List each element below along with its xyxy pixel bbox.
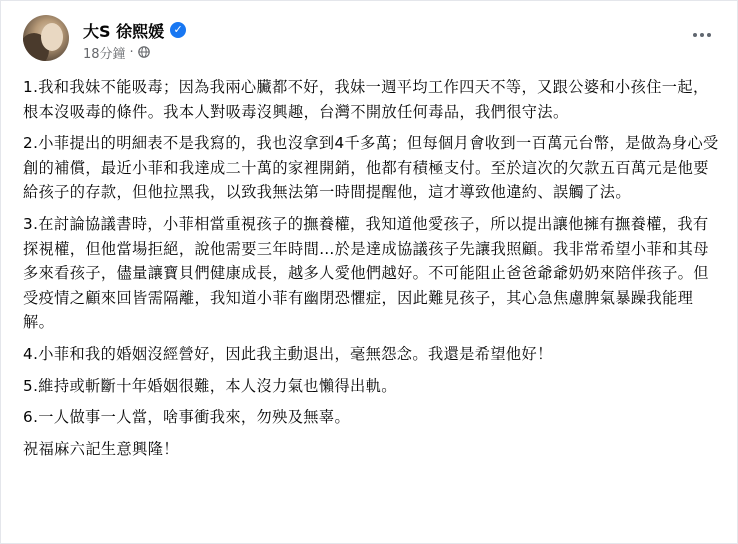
globe-icon: [138, 46, 150, 58]
post-paragraph: 5.維持或斬斷十年婚姻很難，本人沒力氣也懶得出軌。: [23, 376, 397, 395]
post-meta: [83, 43, 150, 61]
post-paragraph: 3.在討論協議書時，小菲相當重視孩子的撫養權，我知道他愛孩子，所以提出讓他擁有撫養權，我有探視權，但他當場拒絕，說他需要三年時間…於是達成協議孩子先讓我照顧。我非常希望小菲和其母多來看孩子，儘量讓寶貝們健康成長，越多人愛他們越好。不可能阻止爸爸爺爺奶奶來陪伴孩子。但受疫情之顧來回皆需隔離，我知道小菲有幽閉恐懼症，因此難見孩子，其心急焦慮脾氣暴躁我能理解。: [23, 214, 709, 332]
post-timestamp[interactable]: 18分鐘: [83, 46, 126, 62]
author-name[interactable]: 大S 徐熙媛: [83, 21, 165, 41]
post-paragraph: 2.小菲提出的明細表不是我寫的，我也沒拿到4千多萬；但每個月會收到一百萬元台幣，是做為身心受創的補償，最近小菲和我達成二十萬的家裡開銷，他都有積極支付。至於這次的欠款五百萬元是他要給孩子的存款，但他拉黑我，以致我無法第一時間提醒他，這才導致他違約、誤觸了法。: [23, 134, 719, 202]
more-options-icon[interactable]: [687, 23, 717, 47]
author-row: [83, 19, 186, 41]
verified-badge-icon: ✓: [170, 22, 186, 38]
post-body: [23, 75, 723, 468]
post-paragraph: 6.一人做事一人當，啥事衝我來，勿殃及無辜。: [23, 408, 351, 427]
author-avatar[interactable]: [23, 15, 69, 61]
meta-separator: ·: [129, 44, 134, 60]
post-header: [23, 13, 725, 63]
post-paragraph: 祝福麻六記生意興隆！: [23, 439, 179, 458]
post-paragraph: 4.小菲和我的婚姻沒經營好，因此我主動退出，毫無怨念。我還是希望他好！: [23, 344, 553, 363]
post-paragraph: 1.我和我妹不能吸毒；因為我兩心臟都不好，我妹一週平均工作四天不等，又跟公婆和小孩住一起，根本沒吸毒的條件。我本人對吸毒沒興趣，台灣不開放任何毒品，我們很守法。: [23, 78, 709, 121]
